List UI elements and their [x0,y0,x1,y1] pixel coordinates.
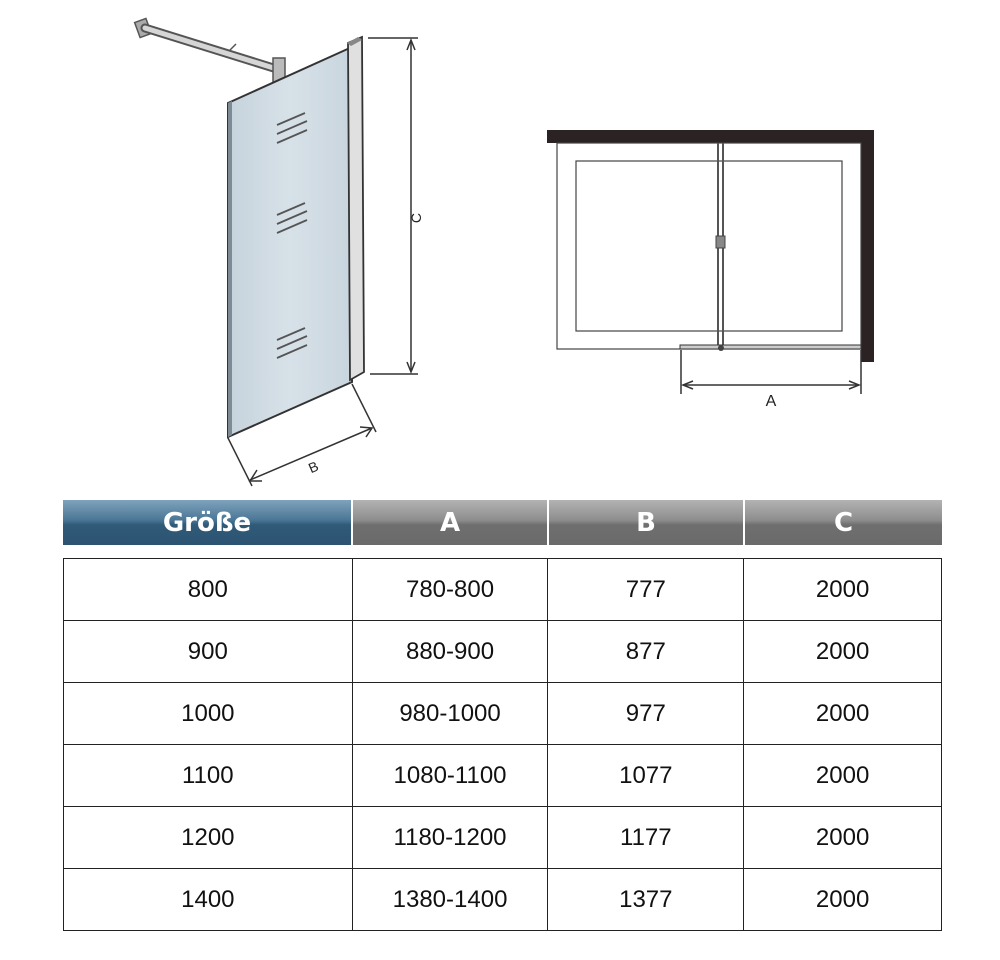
cell-size: 900 [64,621,353,683]
label-c: C [408,212,424,224]
label-b: B [305,457,321,477]
cell-size: 800 [64,559,353,621]
glass-edge [228,101,232,437]
cell-b: 977 [548,683,744,745]
plan-view [547,130,874,410]
cell-c: 2000 [744,559,942,621]
cell-b: 777 [548,559,744,621]
cell-size: 1400 [64,869,353,931]
wall-top [547,130,874,143]
cell-b: 1177 [548,807,744,869]
shower-tray-inner [576,161,842,331]
cell-b: 877 [548,621,744,683]
cell-size: 1100 [64,745,353,807]
cell-a: 1180-1200 [352,807,548,869]
shower-tray-outer [557,143,861,349]
cell-c: 2000 [744,869,942,931]
size-table [63,558,942,931]
cell-a: 780-800 [352,559,548,621]
cell-a: 980-1000 [352,683,548,745]
cell-b: 1377 [548,869,744,931]
table-row [64,807,942,869]
wall-right [861,130,874,362]
header-a: A [353,500,547,545]
header-b: B [549,500,743,545]
table-row [64,559,942,621]
wall-profile [348,37,364,380]
cell-size: 1000 [64,683,353,745]
table-row [64,683,942,745]
cell-a: 1080-1100 [352,745,548,807]
header-c: C [745,500,942,545]
table-row [64,869,942,931]
cell-c: 2000 [744,683,942,745]
cell-c: 2000 [744,621,942,683]
glass-panel-3d [135,18,424,486]
cell-a: 880-900 [352,621,548,683]
glass-plan [680,345,861,349]
header-size: Größe [63,500,351,545]
table-row [64,745,942,807]
dimension-a [681,350,861,394]
table-row [64,621,942,683]
label-a: A [765,393,777,410]
cell-size: 1200 [64,807,353,869]
dimension-c [368,38,418,374]
cell-b: 1077 [548,745,744,807]
cell-c: 2000 [744,745,942,807]
cell-c: 2000 [744,807,942,869]
glass-face [228,47,352,437]
cell-a: 1380-1400 [352,869,548,931]
